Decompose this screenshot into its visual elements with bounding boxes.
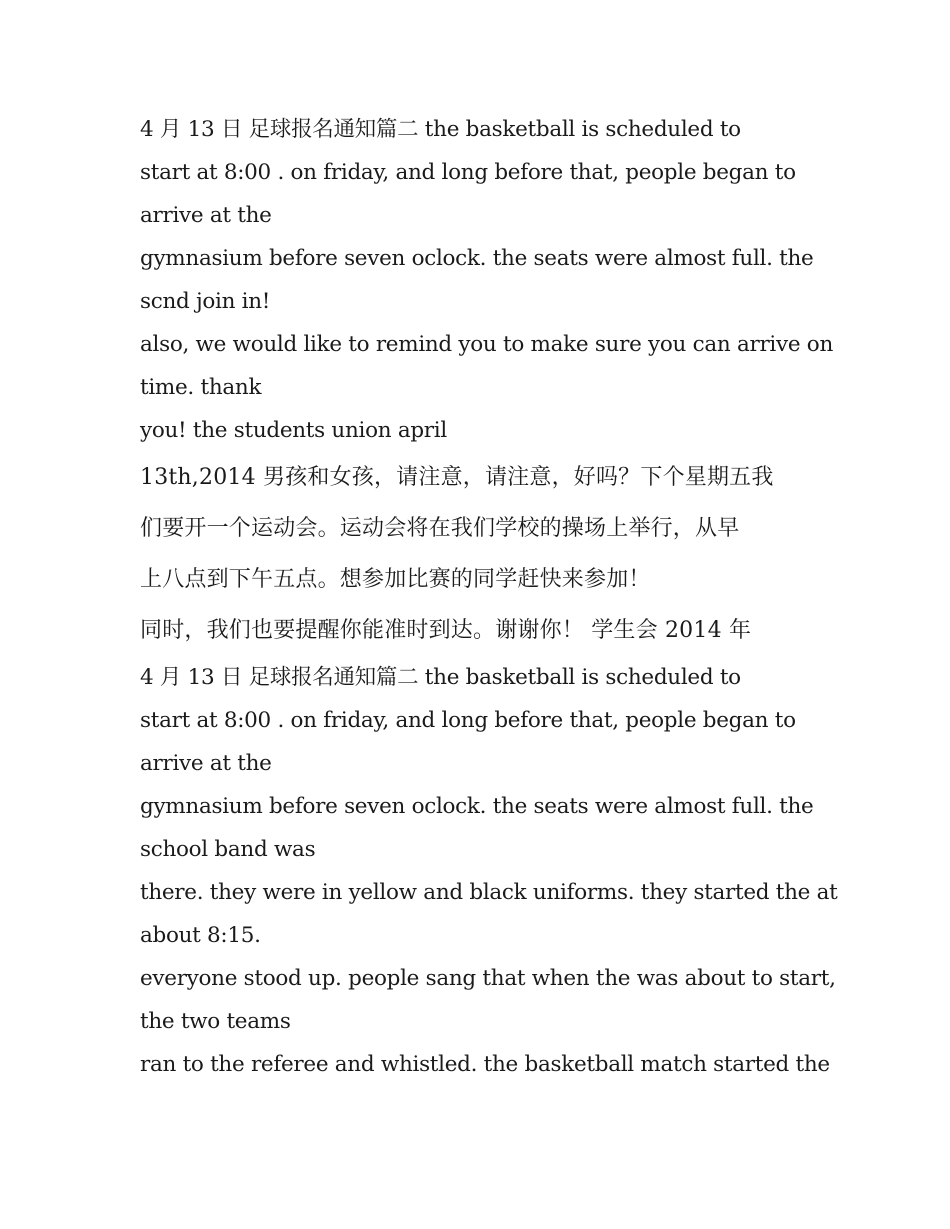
text-line: 13th,2014 男孩和女孩，请注意，请注意，好吗？下个星期五我 xyxy=(140,465,774,490)
text-line: 上八点到下午五点。想参加比赛的同学赶快来参加！ xyxy=(140,567,651,592)
text-line: ran to the referee and whistled. the basketball match started the xyxy=(140,1052,830,1077)
text-line: start at 8:00 . on friday, and long before that, people began to xyxy=(140,708,796,733)
text-line: 4 月 13 日 足球报名通知篇二 the basketball is scheduled to xyxy=(140,117,741,142)
text-line: also, we would like to remind you to make sure you can arrive on xyxy=(140,332,833,357)
text-line: 们要开一个运动会。运动会将在我们学校的操场上举行，从早 xyxy=(140,516,740,541)
document-body xyxy=(140,108,838,1086)
text-line: gymnasium before seven oclock. the seats were almost full. the xyxy=(140,794,814,819)
text-line: everyone stood up. people sang that when the was about to start, xyxy=(140,966,836,991)
text-line: time. thank xyxy=(140,375,262,400)
text-line: 4 月 13 日 足球报名通知篇二 the basketball is scheduled to xyxy=(140,665,741,690)
text-line: school band was xyxy=(140,837,316,862)
text-line: 同时，我们也要提醒你能准时到达。谢谢你！ 学生会 2014 年 xyxy=(140,618,752,643)
text-line: start at 8:00 . on friday, and long before that, people began to xyxy=(140,160,796,185)
text-line: there. they were in yellow and black uniforms. they started the at xyxy=(140,880,838,905)
text-line: gymnasium before seven oclock. the seats were almost full. the xyxy=(140,246,814,271)
text-line: you! the students union april xyxy=(140,418,447,443)
text-line: the two teams xyxy=(140,1009,291,1034)
text-line: about 8:15. xyxy=(140,923,261,948)
text-line: scnd join in! xyxy=(140,289,271,314)
text-line: arrive at the xyxy=(140,203,272,228)
text-line: arrive at the xyxy=(140,751,272,776)
